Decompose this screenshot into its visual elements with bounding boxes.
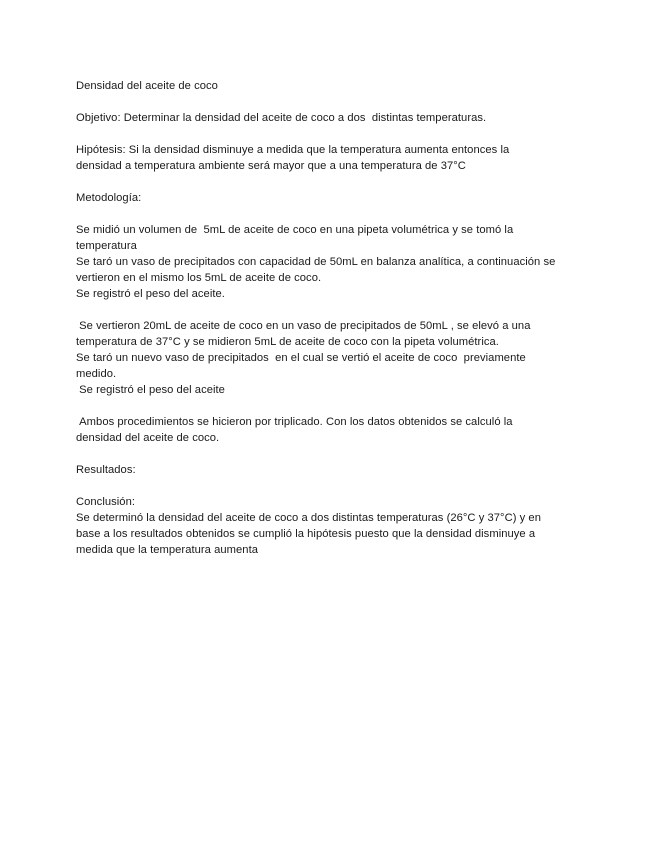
methodology-paragraph-2 [76, 318, 586, 398]
objective-line: Objetivo: Determinar la densidad del aceite de coco a dos distintas temperaturas. [76, 112, 487, 124]
method-line: temperatura de 37°C y se midieron 5mL de aceite de coco con la pipeta volumétrica. [76, 336, 499, 348]
methodology-heading-line: Metodología: [76, 192, 142, 204]
spacer [76, 206, 586, 222]
conclusion-paragraph [76, 494, 586, 558]
method-line: Ambos procedimientos se hicieron por triplicado. Con los datos obtenidos se calculó la [76, 416, 513, 428]
methodology-heading [76, 190, 586, 206]
results-heading [76, 462, 586, 478]
spacer [76, 126, 586, 142]
spacer [76, 94, 586, 110]
conclusion-line-2: base a los resultados obtenidos se cumplió la hipótesis puesto que la densidad disminuye a [76, 528, 536, 540]
methodology-paragraph-1 [76, 222, 586, 302]
spacer [76, 302, 586, 318]
method-line: vertieron en el mismo los 5mL de aceite de coco. [76, 272, 322, 284]
method-line: Se registró el peso del aceite [76, 384, 225, 396]
method-line: Se taró un nuevo vaso de precipitados en el cual se vertió el aceite de coco previamente [76, 352, 526, 364]
document-body [76, 78, 586, 558]
results-heading-line: Resultados: [76, 464, 136, 476]
method-line: Se midió un volumen de 5mL de aceite de coco en una pipeta volumétrica y se tomó la [76, 224, 514, 236]
method-line: temperatura [76, 240, 137, 252]
conclusion-heading-line: Conclusión: [76, 496, 136, 508]
method-line: Se registró el peso del aceite. [76, 288, 225, 300]
title-line: Densidad del aceite de coco [76, 80, 218, 92]
method-line: medido. [76, 368, 117, 380]
document-title [76, 78, 586, 94]
spacer [76, 398, 586, 414]
spacer [76, 174, 586, 190]
method-line: densidad del aceite de coco. [76, 432, 220, 444]
hypothesis-line-1: Hipótesis: Si la densidad disminuye a medida que la temperatura aumenta entonces la [76, 144, 510, 156]
method-line: Se taró un vaso de precipitados con capacidad de 50mL en balanza analítica, a continuación se [76, 256, 556, 268]
hypothesis-line-2: densidad a temperatura ambiente será mayor que a una temperatura de 37°C [76, 160, 466, 172]
spacer [76, 478, 586, 494]
conclusion-line-3: medida que la temperatura aumenta [76, 544, 259, 556]
methodology-paragraph-3 [76, 414, 586, 446]
conclusion-line-1: Se determinó la densidad del aceite de coco a dos distintas temperaturas (26°C y 37°C) y en [76, 512, 541, 524]
spacer [76, 446, 586, 462]
hypothesis-paragraph [76, 142, 586, 174]
objective-paragraph [76, 110, 586, 126]
method-line: Se vertieron 20mL de aceite de coco en un vaso de precipitados de 50mL , se elevó a una [76, 320, 531, 332]
